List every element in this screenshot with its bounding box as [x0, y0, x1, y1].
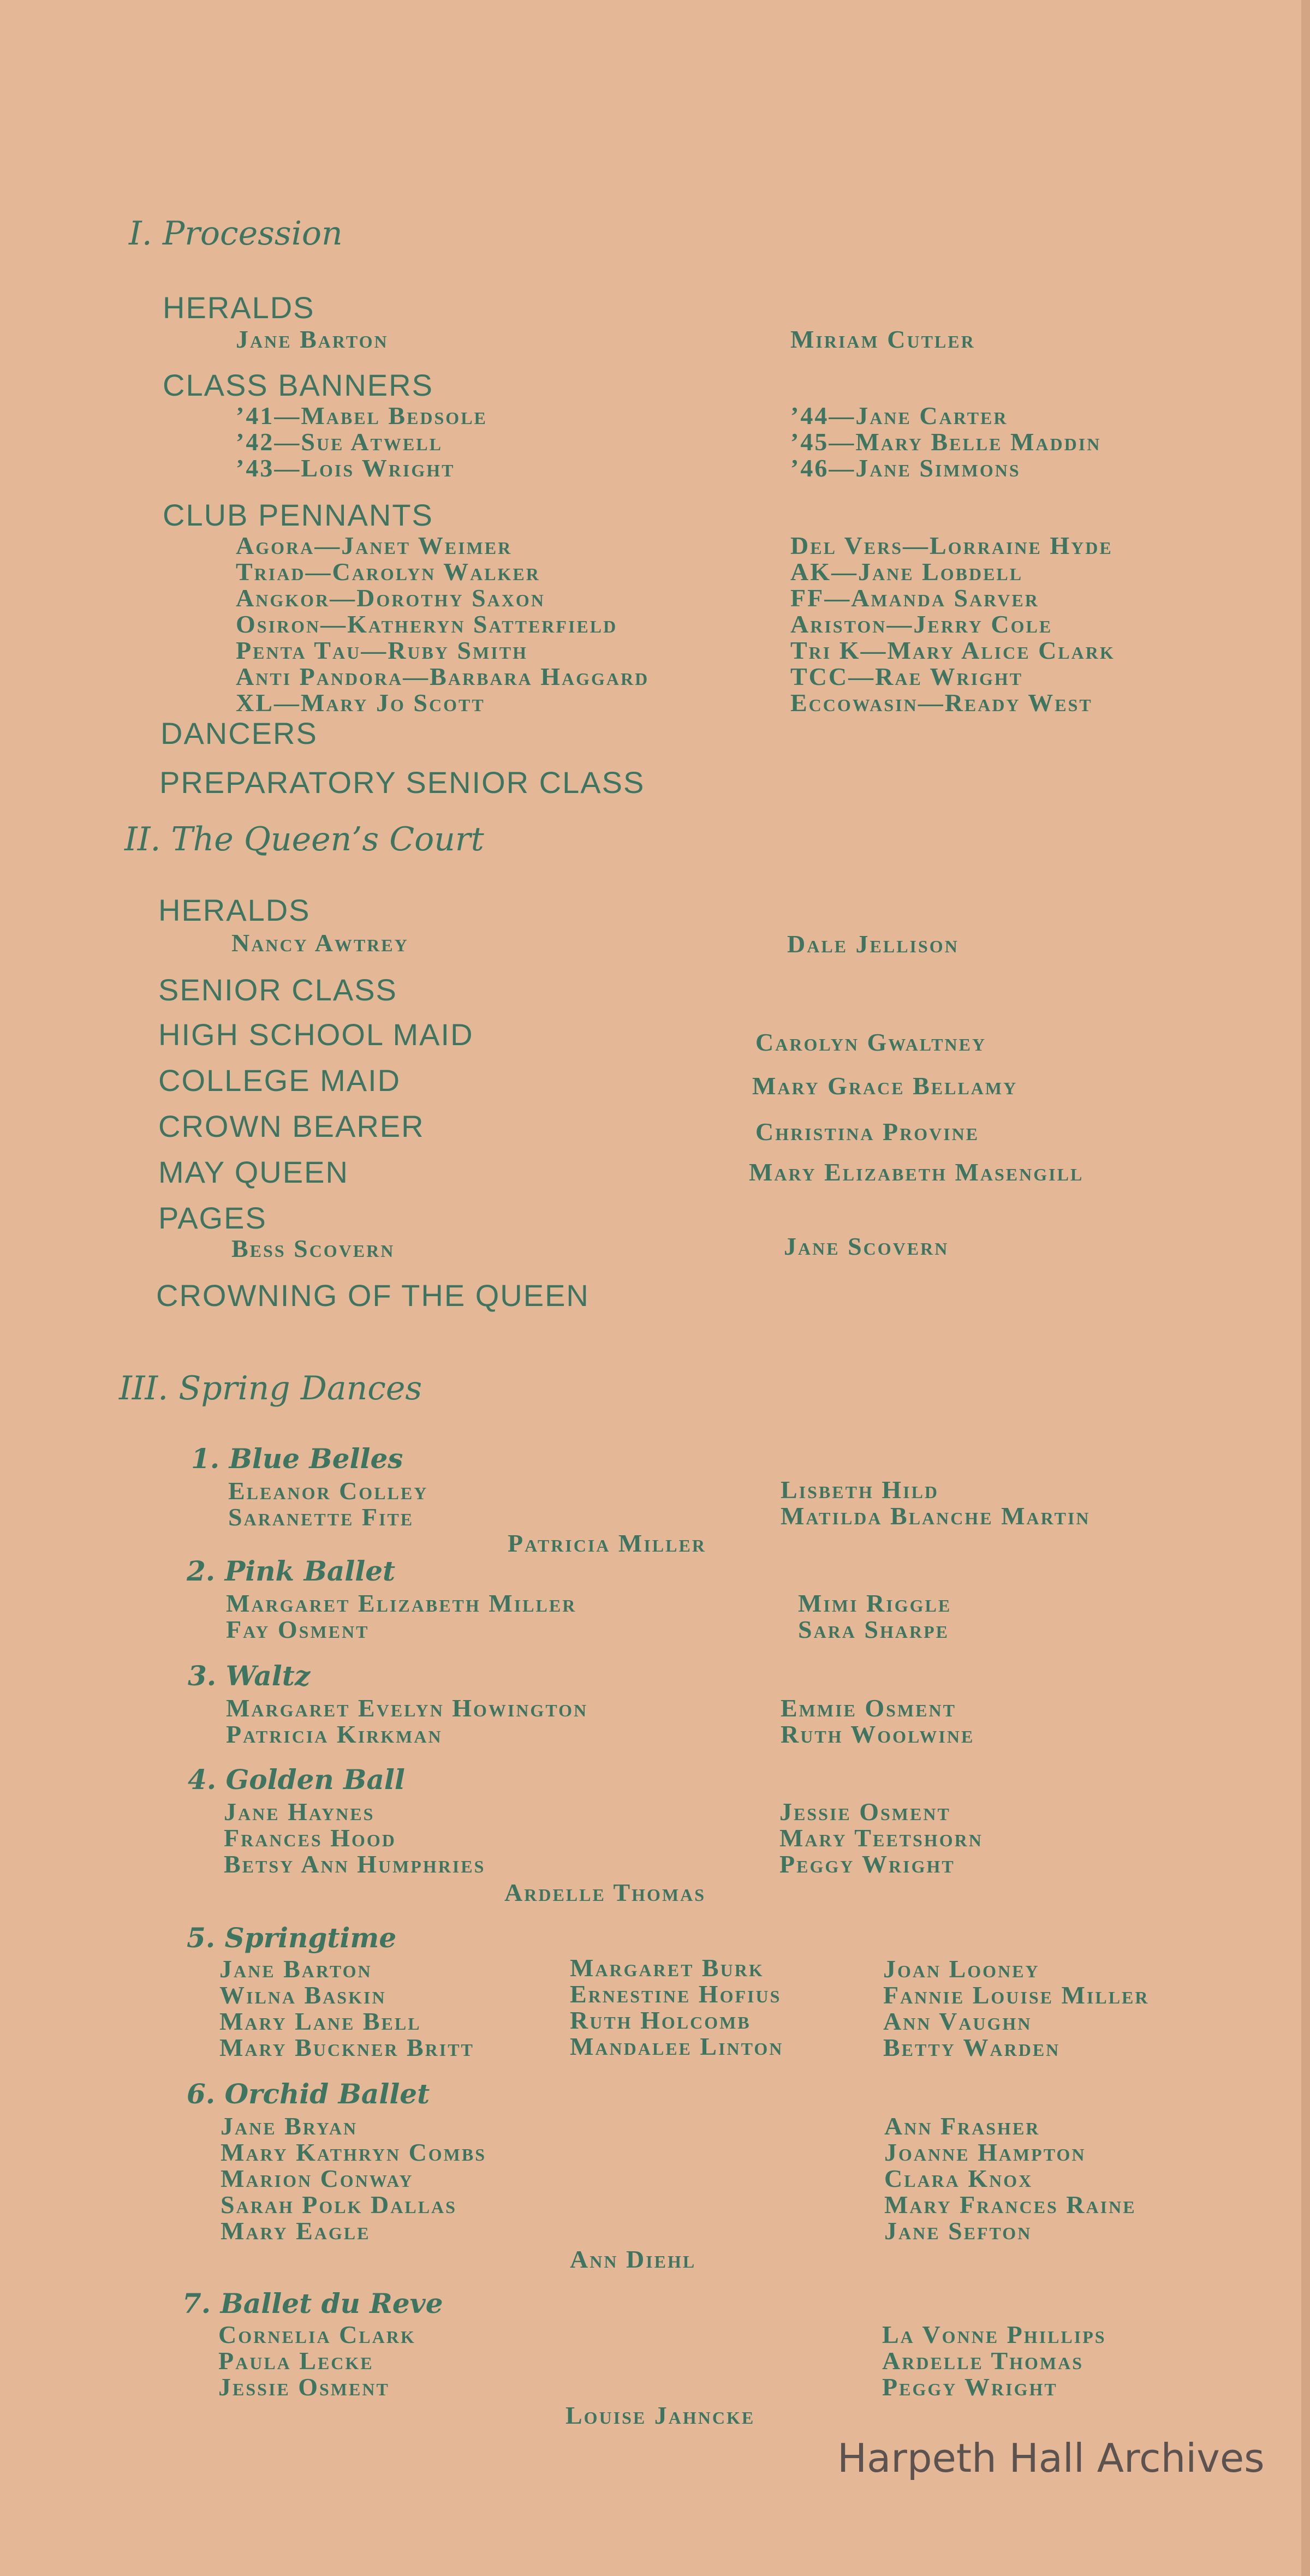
dancer-name: Mary Lane Bell — [219, 2007, 421, 2035]
senior-class-heading: SENIOR CLASS — [158, 973, 397, 1007]
club-pennants-heading: CLUB PENNANTS — [163, 498, 433, 532]
dancer-name: Marion Conway — [221, 2164, 414, 2192]
dancer-name: Lisbeth Hild — [781, 1476, 939, 1504]
page-edge — [1301, 0, 1310, 2576]
golden-ball-left-list — [224, 1799, 485, 1877]
dancer-name: Clara Knox — [884, 2164, 1033, 2192]
dancers-heading: DANCERS — [160, 716, 318, 750]
orchid-ballet-right-list — [884, 2113, 1136, 2244]
dancer-name: Jane Sefton — [884, 2217, 1032, 2245]
dancer-name: Ruth Holcomb — [570, 2006, 751, 2034]
dance-title-pink-ballet: 2. Pink Ballet — [187, 1555, 396, 1587]
class-banner-entry: ’44—Jane Carter — [790, 402, 1008, 430]
club-pennant-entry: XL—Mary Jo Scott — [236, 689, 485, 717]
high-school-maid-name: Carolyn Gwaltney — [755, 1028, 987, 1056]
class-banners-left-list — [236, 403, 487, 481]
dancer-name: Peggy Wright — [779, 1850, 955, 1878]
dancer-name: Frances Hood — [224, 1824, 396, 1852]
dancer-name: Peggy Wright — [882, 2373, 1058, 2401]
dancer-name: Fay Osment — [226, 1615, 370, 1643]
dancer-name: Fannie Louise Miller — [883, 1981, 1150, 2009]
class-banner-entry: ’41—Mabel Bedsole — [236, 402, 487, 430]
club-pennant-entry: Osiron—Katheryn Satterfield — [236, 610, 618, 638]
dancer-name: Joan Looney — [883, 1955, 1040, 1983]
crowning-heading: CROWNING OF THE QUEEN — [156, 1278, 590, 1313]
page-name: Bess Scovern — [231, 1235, 395, 1262]
heralds-heading: HERALDS — [163, 290, 315, 325]
dancer-name: Ann Frasher — [884, 2112, 1040, 2140]
dancer-name: Patricia Kirkman — [226, 1720, 443, 1748]
college-maid-name: Mary Grace Bellamy — [752, 1072, 1018, 1100]
dance-title-ballet-du-reve: 7. Ballet du Reve — [182, 2287, 443, 2319]
dance-title-orchid-ballet: 6. Orchid Ballet — [187, 2078, 430, 2110]
pink-ballet-right-list — [798, 1590, 951, 1643]
dancer-name: Jessie Osment — [218, 2373, 390, 2401]
dancer-name-center: Patricia Miller — [508, 1529, 706, 1557]
dancer-name: Matilda Blanche Martin — [781, 1502, 1091, 1530]
college-maid-heading: COLLEGE MAID — [158, 1063, 401, 1098]
springtime-right-list — [883, 1956, 1150, 2061]
club-pennants-right-list — [790, 533, 1115, 716]
springtime-middle-list — [570, 1955, 783, 2060]
ballet-du-reve-right-list — [882, 2322, 1106, 2400]
club-pennant-entry: Ariston—Jerry Cole — [790, 610, 1053, 638]
dancer-name: Sarah Polk Dallas — [221, 2191, 457, 2219]
dancer-name: Betty Warden — [883, 2034, 1061, 2061]
pages-heading: PAGES — [158, 1201, 267, 1235]
dancer-name-center: Louise Jahncke — [565, 2401, 755, 2429]
dancer-name: Margaret Elizabeth Miller — [226, 1589, 577, 1617]
dancer-name: Ruth Woolwine — [781, 1720, 975, 1748]
class-banner-entry: ’42—Sue Atwell — [236, 428, 443, 456]
ballet-du-reve-left-list — [218, 2322, 416, 2400]
dancer-name: Mandalee Linton — [570, 2032, 784, 2060]
blue-belles-right-list — [781, 1477, 1091, 1529]
dancer-name: Joanne Hampton — [884, 2138, 1086, 2166]
class-banners-right-list — [790, 403, 1101, 481]
dancer-name: Margaret Burk — [570, 1954, 764, 1982]
club-pennant-entry: Triad—Carolyn Walker — [236, 558, 540, 586]
dancer-name: Margaret Evelyn Howington — [226, 1694, 588, 1722]
club-pennant-entry: Agora—Janet Weimer — [236, 532, 513, 559]
dancer-name: Jane Haynes — [224, 1798, 375, 1826]
dancer-name-center: Ardelle Thomas — [504, 1879, 706, 1906]
section-title-procession: I. Procession — [129, 214, 343, 253]
club-pennant-entry: Angkor—Dorothy Saxon — [236, 584, 545, 612]
dancer-name: Mary Teetshorn — [779, 1824, 983, 1852]
dancer-name: La Vonne Phillips — [882, 2321, 1106, 2348]
waltz-right-list — [781, 1695, 974, 1748]
dance-title-golden-ball: 4. Golden Ball — [188, 1763, 405, 1796]
dancer-name-center: Ann Diehl — [570, 2245, 696, 2273]
class-banner-entry: ’43—Lois Wright — [236, 454, 455, 482]
preparatory-heading: PREPARATORY SENIOR CLASS — [159, 765, 645, 800]
club-pennant-entry: FF—Amanda Sarver — [790, 584, 1039, 612]
dancer-name: Mary Kathryn Combs — [221, 2138, 487, 2166]
club-pennant-entry: Penta Tau—Ruby Smith — [236, 636, 528, 664]
class-banner-entry: ’46—Jane Simmons — [790, 454, 1021, 482]
dancer-name: Saranette Fite — [228, 1503, 414, 1531]
club-pennant-entry: Del Vers—Lorraine Hyde — [790, 532, 1113, 559]
section-title-dances: III. Spring Dances — [119, 1369, 422, 1408]
club-pennant-entry: Eccowasin—Ready West — [790, 689, 1093, 717]
dance-title-waltz: 3. Waltz — [188, 1660, 311, 1692]
dancer-name: Jane Bryan — [221, 2112, 358, 2140]
dancer-name: Jane Barton — [219, 1955, 372, 1983]
club-pennant-entry: Anti Pandora—Barbara Haggard — [236, 663, 650, 690]
dancer-name: Mary Eagle — [221, 2217, 371, 2245]
dancer-name: Jessie Osment — [779, 1798, 951, 1826]
section-title-court: II. The Queen’s Court — [124, 820, 484, 858]
herald-name: Nancy Awtrey — [231, 929, 409, 957]
herald-name: Miriam Cutler — [790, 325, 975, 353]
archive-watermark: Harpeth Hall Archives — [837, 2435, 1265, 2481]
herald-name: Dale Jellison — [787, 930, 959, 958]
dancer-name: Mimi Riggle — [798, 1589, 952, 1617]
herald-name: Jane Barton — [236, 325, 389, 353]
dancer-name: Mary Frances Raine — [884, 2191, 1136, 2219]
dancer-name: Emmie Osment — [781, 1694, 956, 1722]
club-pennant-entry: AK—Jane Lobdell — [790, 558, 1023, 586]
dancer-name: Betsy Ann Humphries — [224, 1850, 486, 1878]
springtime-left-list — [219, 1956, 474, 2061]
club-pennants-left-list — [236, 533, 649, 716]
dancer-name: Ann Vaughn — [883, 2007, 1032, 2035]
crown-bearer-heading: CROWN BEARER — [158, 1109, 425, 1143]
waltz-left-list — [226, 1695, 588, 1748]
dancer-name: Wilna Baskin — [219, 1981, 386, 2009]
may-queen-heading: MAY QUEEN — [158, 1155, 349, 1189]
court-heralds-heading: HERALDS — [158, 893, 311, 927]
club-pennant-entry: TCC—Rae Wright — [790, 663, 1023, 690]
dancer-name: Cornelia Clark — [218, 2321, 416, 2348]
page-name: Jane Scovern — [784, 1232, 949, 1260]
dance-title-springtime: 5. Springtime — [187, 1922, 397, 1954]
dance-title-blue-belles: 1. Blue Belles — [191, 1442, 403, 1475]
may-queen-name: Mary Elizabeth Masengill — [749, 1158, 1084, 1186]
dancer-name: Mary Buckner Britt — [219, 2034, 474, 2061]
dancer-name: Paula Lecke — [218, 2347, 374, 2375]
club-pennant-entry: Tri K—Mary Alice Clark — [790, 636, 1115, 664]
crown-bearer-name: Christina Provine — [755, 1118, 980, 1146]
dancer-name: Sara Sharpe — [798, 1615, 949, 1643]
golden-ball-right-list — [779, 1799, 983, 1877]
dancer-name: Ardelle Thomas — [882, 2347, 1084, 2375]
dancer-name: Eleanor Colley — [228, 1477, 428, 1505]
blue-belles-left-list — [228, 1478, 428, 1530]
class-banners-heading: CLASS BANNERS — [163, 368, 433, 402]
orchid-ballet-left-list — [221, 2113, 486, 2244]
pink-ballet-left-list — [226, 1590, 576, 1643]
class-banner-entry: ’45—Mary Belle Maddin — [790, 428, 1101, 456]
dancer-name: Ernestine Hofius — [570, 1980, 782, 2008]
high-school-maid-heading: HIGH SCHOOL MAID — [158, 1017, 474, 1052]
